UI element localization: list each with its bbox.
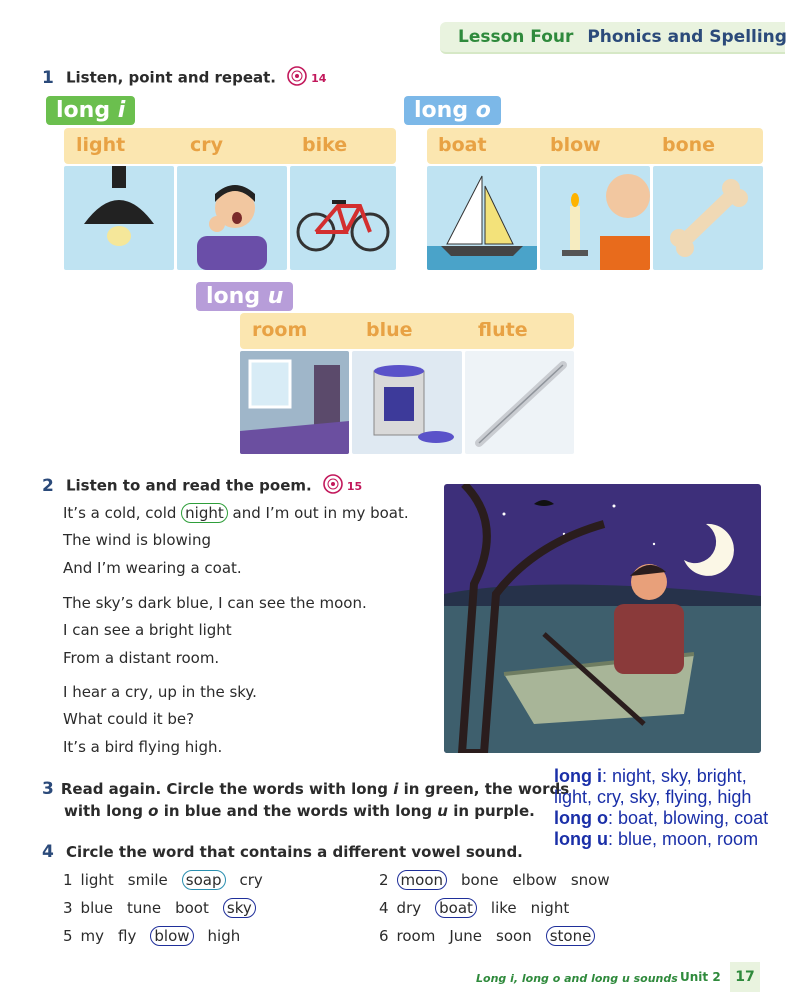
word-option[interactable]: June xyxy=(449,927,483,945)
word-light: light xyxy=(76,134,126,156)
handwritten-answers: long i: night, sky, bright, light, cry, sky, flying, high long o: boat, blowing, coat long u: blue, moon, room xyxy=(554,766,769,849)
word-option[interactable]: night xyxy=(530,899,570,917)
exercise-number: 2 xyxy=(42,475,54,496)
word-option[interactable]: blue xyxy=(80,899,113,917)
word-blow: blow xyxy=(550,134,601,156)
word-cry: cry xyxy=(190,134,224,156)
exercise-3: 3 Read again. Circle the words with long i in green, the words with long o in blue and the words with long u in purple. xyxy=(42,779,570,820)
lesson-topic: Phonics and Spelling xyxy=(587,27,787,47)
unit-label: Unit 2 xyxy=(680,970,721,984)
picture-blowing-candle xyxy=(540,166,650,270)
word-option[interactable]: snow xyxy=(570,871,610,889)
audio-cd-icon[interactable] xyxy=(323,474,343,498)
exercise-1-heading xyxy=(42,66,326,90)
label-long-i: long i xyxy=(46,96,135,125)
poem-line: What could it be? xyxy=(63,710,195,728)
picture-room xyxy=(240,351,349,454)
poem-line: It’s a bird flying high. xyxy=(63,738,223,756)
circled-word[interactable]: moon xyxy=(397,870,447,890)
answer-label-long-o: long o xyxy=(554,808,608,828)
word-bike: bike xyxy=(302,134,348,156)
word-option[interactable]: soon xyxy=(496,927,532,945)
word-room: room xyxy=(252,319,308,341)
exercise-2-heading xyxy=(42,474,362,498)
exercise-number: 1 xyxy=(42,67,54,88)
picture-lamp xyxy=(64,166,174,270)
exercise-4-row xyxy=(63,899,270,917)
circled-word[interactable]: boat xyxy=(435,898,477,918)
word-option[interactable]: smile xyxy=(127,871,168,889)
word-option[interactable]: fly xyxy=(118,927,137,945)
word-option[interactable]: boot xyxy=(175,899,209,917)
poem-illustration xyxy=(444,484,761,753)
page-number: 17 xyxy=(730,962,760,992)
label-long-o: long o xyxy=(404,96,501,125)
word-boat: boat xyxy=(438,134,487,156)
picture-flute xyxy=(465,351,574,454)
row-number: 5 xyxy=(63,927,73,945)
row-number: 4 xyxy=(379,899,389,917)
word-blue: blue xyxy=(366,319,413,341)
word-option[interactable]: my xyxy=(80,927,105,945)
lesson-header xyxy=(458,27,787,47)
word-option[interactable]: room xyxy=(396,927,436,945)
picture-crying-boy xyxy=(177,166,287,270)
word-option[interactable]: tune xyxy=(126,899,162,917)
word-option[interactable]: elbow xyxy=(512,871,557,889)
circled-word[interactable]: soap xyxy=(182,870,226,890)
circled-word[interactable]: sky xyxy=(223,898,256,918)
answer-label-long-u: long u xyxy=(554,829,608,849)
row-number: 3 xyxy=(63,899,73,917)
circled-word[interactable]: blow xyxy=(150,926,193,946)
label-long-u: long u xyxy=(196,282,293,311)
picture-sailboat xyxy=(427,166,537,270)
row-number: 2 xyxy=(379,871,389,889)
circled-word[interactable]: stone xyxy=(546,926,596,946)
exercise-instruction: Circle the word that contains a different vowel sound. xyxy=(65,843,523,861)
exercise-instruction: Listen to and read the poem. xyxy=(65,476,312,495)
exercise-4-row xyxy=(379,899,583,917)
poem-line: From a distant room. xyxy=(63,649,220,667)
word-bone: bone xyxy=(662,134,716,156)
exercise-4-heading xyxy=(42,842,523,862)
exercise-number: 4 xyxy=(42,842,54,862)
poem-line: I can see a bright light xyxy=(63,621,232,639)
exercise-4-row xyxy=(379,927,609,945)
answer-label-long-i: long i xyxy=(554,766,602,786)
word-option[interactable]: light xyxy=(80,871,114,889)
audio-track-number: 14 xyxy=(311,71,327,85)
audio-cd-icon[interactable] xyxy=(287,66,307,90)
exercise-4-row xyxy=(63,871,277,889)
poem-line: It’s a cold, cold night and I’m out in my boat. xyxy=(63,504,409,522)
row-number: 6 xyxy=(379,927,389,945)
word-option[interactable]: bone xyxy=(461,871,499,889)
word-flute: flute xyxy=(478,319,528,341)
poem-line: And I’m wearing a coat. xyxy=(63,559,242,577)
word-option[interactable]: cry xyxy=(239,871,263,889)
poem-line: The wind is blowing xyxy=(63,531,211,549)
row-number: 1 xyxy=(63,871,73,889)
exercise-4-row xyxy=(63,927,254,945)
exercise-number: 3 xyxy=(42,779,54,799)
picture-blue-paint xyxy=(352,351,462,454)
picture-bike xyxy=(290,166,396,270)
exercise-4-row xyxy=(379,871,624,889)
picture-bone xyxy=(653,166,763,270)
exercise-instruction: Listen, point and repeat. xyxy=(65,68,276,87)
word-option[interactable]: dry xyxy=(396,899,422,917)
circled-word: night xyxy=(181,503,228,523)
word-option[interactable]: like xyxy=(490,899,517,917)
lesson-title: Lesson Four xyxy=(458,27,574,47)
footer-caption: Long i, long o and long u sounds xyxy=(476,972,678,985)
word-option[interactable]: high xyxy=(207,927,241,945)
poem-line: The sky’s dark blue, I can see the moon. xyxy=(63,594,367,612)
audio-track-number: 15 xyxy=(346,479,363,493)
poem-line: I hear a cry, up in the sky. xyxy=(63,683,257,701)
